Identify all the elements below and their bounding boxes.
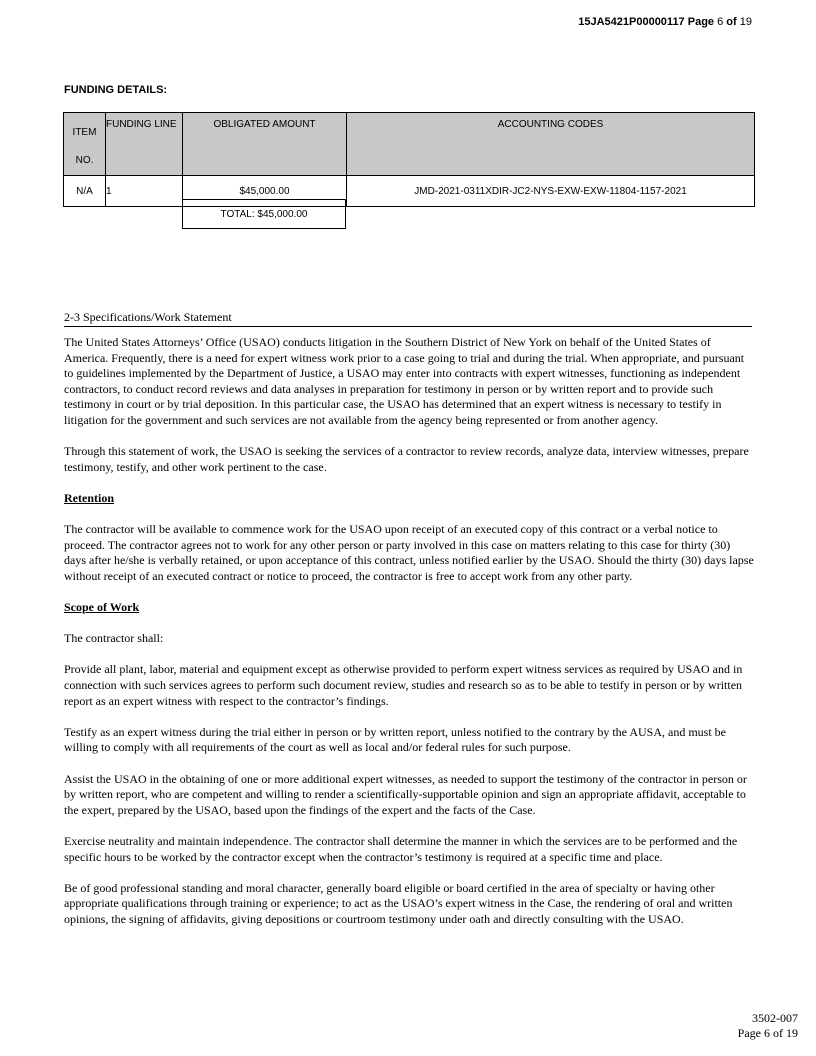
- page-header: [578, 16, 752, 28]
- page-footer: [738, 1011, 798, 1041]
- cell-accounting-codes: JMD-2021-0311XDIR-JC2-NYS-EXW-EXW-11804-1157-2021: [347, 176, 755, 207]
- funding-header-row: [64, 113, 755, 176]
- funding-total: TOTAL: $45,000.00: [182, 199, 346, 229]
- document-id: 15JA5421P00000117: [578, 16, 685, 28]
- footer-page-label: Page 6 of 19: [737, 1026, 798, 1040]
- col-funding-line: FUNDING LINE: [106, 113, 183, 176]
- cell-funding-line: 1: [106, 176, 183, 207]
- funding-table: [63, 112, 755, 207]
- cell-amount: $45,000.00: [183, 176, 347, 207]
- table-row: [64, 176, 755, 207]
- scope-item: Exercise neutrality and maintain independence. The contractor shall determine the manner in which the services are to be performed and the specific hours to be worked by the contractor except when the contractor’s testimony is required at a specific time and place.: [64, 834, 738, 864]
- statement-paragraph: Through this statement of work, the USAO is seeking the services of a contractor to review records, analyze data, interview witnesses, prepare testimony, testify, and other work pertinent to the case.: [64, 444, 749, 474]
- work-statement-body: [64, 335, 754, 943]
- form-number: 3502-007: [752, 1011, 798, 1025]
- col-item-no: ITEM NO.: [64, 113, 106, 176]
- page-number: 6: [717, 16, 724, 28]
- scope-intro: The contractor shall:: [64, 631, 164, 646]
- scope-item: Be of good professional standing and moral character, generally board eligible or board certified in the area of specialty or having other appropriate qualifications through training or experience; to act as the USAO’s expert witness in the Case, the rendering of oral and written opinions, the signing of affidavits, giving depositions or courtroom testimony under oath and directly consulting with the USAO.: [64, 880, 733, 926]
- scope-item: Provide all plant, labor, material and equipment except as otherwise provided to perform expert witness services as required by USAO and in connection with such services agrees to perform such document review, studies and research so as to be able to testify in person or by written report as an expert witness with respect to the contractor’s findings.: [64, 662, 743, 708]
- scope-heading: Scope of Work: [64, 600, 140, 615]
- cell-item: N/A: [64, 176, 106, 207]
- of-word: of: [726, 16, 737, 28]
- intro-paragraph: The United States Attorneys’ Office (USAO) conducts litigation in the Southern District of New York on behalf of the United States of America. Frequently, there is a need for expert witness work prior to a case going to trial and during the trial. When appropriate, and pursuant to guidelines implemented by the Department of Justice, a USAO may enter into contracts with expert witnesses, functioning as independent contractors, to conduct record reviews and data analyses in preparation for testimony in person or by written report and to provide such testimony in court or by trial deposition. In this particular case, the USAO has determined that an expert witness is necessary to testify in litigation for the government and such services are not available from the agency being represented or from another agency.: [64, 335, 745, 427]
- page-word: Page: [687, 16, 715, 28]
- section-heading: 2-3 Specifications/Work Statement: [64, 310, 752, 327]
- scope-item: Testify as an expert witness during the trial either in person or by written report, unless notified to the contrary by the AUSA, and must be willing to comply with all requirements of the court as well as local and/or federal rules for such purpose.: [64, 724, 727, 755]
- col-obligated-amount: OBLIGATED AMOUNT: [183, 113, 347, 176]
- retention-heading: Retention: [64, 490, 114, 505]
- col-accounting-codes: ACCOUNTING CODES: [347, 113, 755, 176]
- scope-item: Assist the USAO in the obtaining of one or more additional expert witnesses, as needed to support the testimony of the contractor in person or by written report, who are competent and willing to render a scientifically-supportable opinion and sign an appropriate affidavit, acceptable to the expert, prepared by the USAO, based upon the findings of the expert and the facts of the Case.: [64, 771, 747, 817]
- page-total: 19: [739, 16, 752, 28]
- funding-details-title: FUNDING DETAILS:: [64, 84, 168, 96]
- retention-paragraph: The contractor will be available to commence work for the USAO upon receipt of an executed copy of this contract or a verbal notice to proceed. The contractor agrees not to work for any other person or party involved in this case on matters relating to this case for thirty (30) days after he/she is verbally retained, or upon acceptance of this contract, unless notified earlier by the USAO. Should the thirty (30) days lapse without receipt of an executed contract or notice to proceed, the contractor is free to accept work from any other party.: [64, 522, 754, 583]
